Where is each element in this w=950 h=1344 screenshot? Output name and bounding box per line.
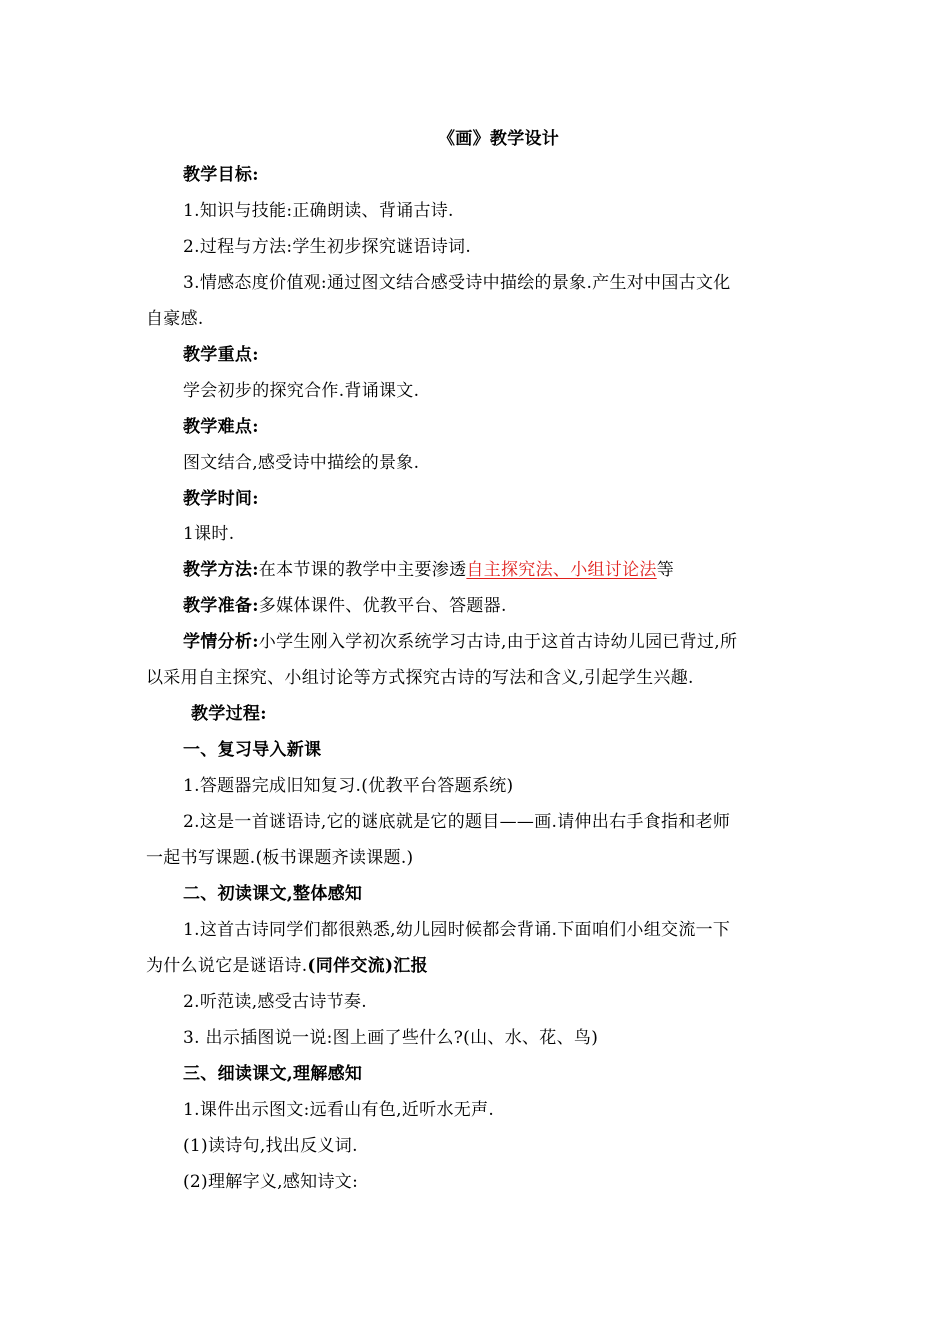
section-item-bold: (同伴交流)汇报 (307, 956, 428, 976)
prep-label: 教学准备: (183, 596, 259, 616)
section-item-continued: 一起书写课题.(板书课题齐读课题.) (146, 848, 414, 868)
process-heading: 教学过程: (191, 704, 267, 724)
difficulties-heading: 教学难点: (183, 417, 259, 437)
objective-item: 2.过程与方法:学生初步探究谜语诗词. (183, 237, 472, 257)
prep-text: 多媒体课件、优教平台、答题器. (258, 596, 507, 616)
method-text-end: 等 (656, 560, 675, 580)
key-points-text: 学会初步的探究合作.背诵课文. (183, 381, 420, 401)
method-highlight: 自主探究法、小组讨论法 (466, 560, 657, 580)
section-heading: 三、细读课文,理解感知 (183, 1064, 363, 1084)
analysis-text-continued: 以采用自主探究、小组讨论等方式探究古诗的写法和含义,引起学生兴趣. (146, 668, 694, 688)
section-item: 2.这是一首谜语诗,它的谜底就是它的题目——画.请伸出右手食指和老师 (183, 812, 731, 832)
key-points-heading: 教学重点: (183, 345, 259, 365)
analysis-text: 小学生刚入学初次系统学习古诗,由于这首古诗幼儿园已背过,所 (258, 632, 738, 652)
objective-item: 3.情感态度价值观:通过图文结合感受诗中描绘的景象.产生对中国古文化 (183, 273, 731, 293)
section-item: 1.这首古诗同学们都很熟悉,幼儿园时候都会背诵.下面咱们小组交流一下 (183, 920, 731, 940)
method-text: 在本节课的教学中主要渗透 (258, 560, 467, 580)
objective-item: 1.知识与技能:正确朗读、背诵古诗. (183, 201, 454, 221)
section-item: 2.听范读,感受古诗节奏. (183, 992, 367, 1012)
section-heading: 一、复习导入新课 (183, 740, 322, 760)
section-item: 1.课件出示图文:远看山有色,近听水无声. (183, 1100, 495, 1120)
section-subitem: (2)理解字义,感知诗文: (183, 1172, 359, 1192)
objectives-heading: 教学目标: (183, 165, 259, 185)
method-label: 教学方法: (183, 560, 259, 580)
objective-item-continued: 自豪感. (146, 309, 204, 329)
analysis-paragraph (183, 630, 737, 654)
prep-paragraph (183, 594, 507, 618)
method-paragraph (183, 558, 674, 582)
time-text: 1课时. (183, 524, 235, 544)
difficulties-text: 图文结合,感受诗中描绘的景象. (183, 453, 420, 473)
section-item-continued (146, 954, 428, 978)
page-title: 《画》教学设计 (438, 129, 560, 149)
analysis-label: 学情分析: (183, 632, 259, 652)
section-subitem: (1)读诗句,找出反义词. (183, 1136, 358, 1156)
section-item: 3. 出示插图说一说:图上画了些什么?(山、水、花、鸟) (183, 1028, 599, 1048)
section-item: 1.答题器完成旧知复习.(优教平台答题系统) (183, 776, 514, 796)
section-item-text: 为什么说它是谜语诗. (146, 956, 308, 976)
section-heading: 二、初读课文,整体感知 (183, 884, 363, 904)
time-heading: 教学时间: (183, 489, 259, 509)
